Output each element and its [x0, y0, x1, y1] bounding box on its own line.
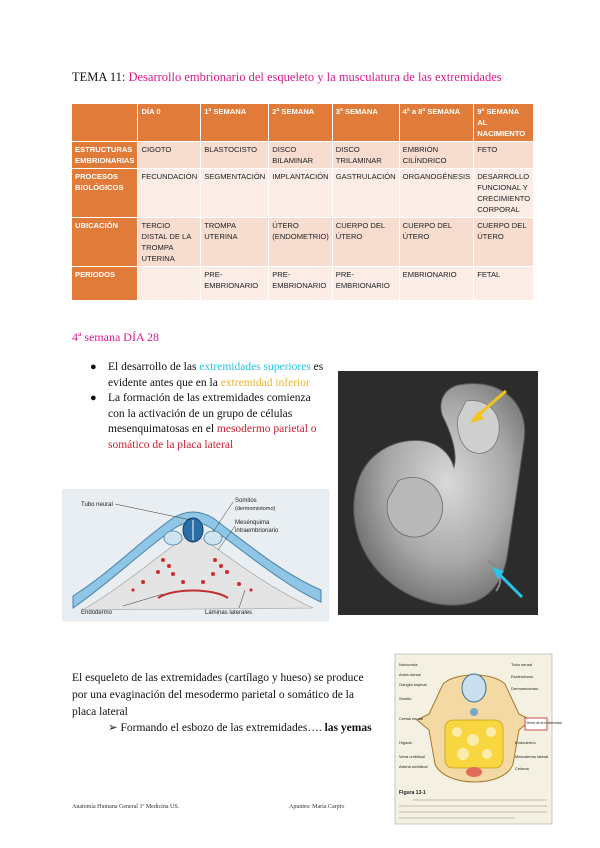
table-row — [72, 169, 534, 218]
fig2-label: Notocorda — [399, 662, 418, 667]
table-cell: IMPLANTACIÓN — [269, 169, 333, 218]
fig2-caption: Figura 13-1 — [399, 790, 426, 796]
table-header — [72, 104, 138, 142]
row-label: PERIODOS — [72, 267, 138, 301]
table-cell: DESARROLLO FUNCIONAL Y CRECIMIENTO CORPORAL — [474, 169, 534, 218]
fig2-label: Cresta neural — [399, 716, 424, 721]
table-header: DÍA 0 — [138, 104, 201, 142]
bullet-icon: ● — [90, 361, 97, 373]
table-cell: EMBRIÓN CILÍNDRICO — [399, 142, 474, 169]
arrow-item-text: Formando el esbozo de las extremidades…. — [120, 722, 325, 734]
development-table — [71, 103, 534, 301]
row-label: PROCESOS BIOLÓGICOS — [72, 169, 138, 218]
table-cell: ORGANOGÉNESIS — [399, 169, 474, 218]
table-cell: CUERPO DEL ÚTERO — [332, 218, 399, 267]
label-laminas-laterales: Láminas laterales — [205, 610, 253, 616]
table-cell: PRE-EMBRIONARIO — [201, 267, 269, 301]
embryo-cross-section-figure — [63, 490, 328, 620]
bullet-list — [90, 360, 330, 454]
table-cell: BLASTOCISTO — [201, 142, 269, 169]
label-somitos: Somitos — [235, 498, 257, 504]
table-row — [72, 218, 534, 267]
title-text: Desarrollo embrionario del esqueleto y la musculatura de las extremidades — [128, 70, 502, 84]
fig2-label: Mesodermo lateral — [515, 754, 549, 759]
label-intraembrionario: intraembrionario — [235, 528, 279, 534]
table-header: 1ª SEMANA — [201, 104, 269, 142]
bullet-text: es evidente antes que en la — [108, 361, 324, 389]
fig2-label: Endodermo — [515, 740, 536, 745]
table-header: 4ª a 8ª SEMANA — [399, 104, 474, 142]
footer-right: Apuntes: María Carpio — [289, 804, 345, 810]
table-cell: GASTRULACIÓN — [332, 169, 399, 218]
label-tubo-neural: Tubo neural — [81, 502, 113, 508]
table-row — [72, 267, 534, 301]
table-cell — [138, 267, 201, 301]
highlight-cyan: extremidades superiores — [199, 361, 311, 373]
fig2-label: Somito — [399, 696, 412, 701]
fig2-label: Esclerotomo — [511, 674, 534, 679]
arrow-item-bold: las yemas — [324, 722, 372, 734]
fig2-label: Hígado — [399, 740, 412, 745]
label-mesenquima: Mesénquima — [235, 520, 270, 526]
table-cell: CUERPO DEL ÚTERO — [474, 218, 534, 267]
fig2-label: Celoma — [515, 766, 529, 771]
fig2-label: Vena umbilical — [399, 754, 425, 759]
table-cell: DISCO TRILAMINAR — [332, 142, 399, 169]
table-cell: SEGMENTACIÓN — [201, 169, 269, 218]
highlight-red: mesodermo parietal o somático de la placa lateral — [108, 423, 317, 451]
fig2-label: Ganglio espinal — [399, 682, 427, 687]
page-title — [72, 70, 502, 85]
fig2-label: Yema de la extremidad — [526, 721, 562, 725]
table-cell: ÚTERO (ENDOMETRIO) — [269, 218, 333, 267]
table-header: 2ª SEMANA — [269, 104, 333, 142]
table-header-row — [72, 104, 534, 142]
table-cell: TERCIO DISTAL DE LA TROMPA UTERINA — [138, 218, 201, 267]
row-label: UBICACIÓN — [72, 218, 138, 267]
table-cell: EMBRIONARIO — [399, 267, 474, 301]
bullet-icon: ● — [90, 392, 97, 405]
table-cell: CUERPO DEL ÚTERO — [399, 218, 474, 267]
fig2-label: Dermomiotomo — [511, 686, 539, 691]
table-cell: DISCO BILAMINAR — [269, 142, 333, 169]
embryo-sem-photo — [338, 371, 538, 615]
bullet-text: La formación de las extremidades comienza con la activación de un grupo de células mesenquimatosas en el — [108, 392, 311, 436]
table-cell: TROMPA UTERINA — [201, 218, 269, 267]
fig2-label: Tubo neural — [511, 662, 533, 667]
list-item — [90, 360, 330, 391]
section-heading: 4ª semana DÍA 28 — [72, 330, 159, 344]
table-cell: FETO — [474, 142, 534, 169]
table-cell: CIGOTO — [138, 142, 201, 169]
bullet-text: El desarrollo de las — [108, 361, 200, 373]
table-header: 9ª SEMANA AL NACIMIENTO — [474, 104, 534, 142]
table-cell: FETAL — [474, 267, 534, 301]
footer-left: Anatomía Humana General 1º Medicina US. — [72, 804, 180, 810]
row-label: ESTRUCTURAS EMBRIONARIAS — [72, 142, 138, 169]
table-cell: PRE-EMBRIONARIO — [269, 267, 333, 301]
arrow-list-item — [72, 720, 377, 737]
title-prefix: TEMA 11: — [72, 70, 129, 84]
table-cell: FECUNDACIÓN — [138, 169, 201, 218]
fig2-label: Arteria umbilical — [399, 764, 428, 769]
fig2-label: Aorta dorsal — [399, 672, 421, 677]
table-cell: PRE-EMBRIONARIO — [332, 267, 399, 301]
table-header: 3ª SEMANA — [332, 104, 399, 142]
list-item — [90, 391, 330, 453]
paragraph-esqueleto: El esqueleto de las extremidades (cartílago y hueso) se produce por una evaginación del mesodermo parietal o somático de la placa lateral — [72, 672, 364, 718]
highlight-yellow: extremidad inferior — [220, 376, 310, 389]
label-endodermo: Endodermo — [81, 610, 113, 616]
arrow-icon: ➢ — [108, 722, 121, 734]
limb-bud-figure — [395, 654, 562, 824]
label-dermomiotomo: (dermomiotomo) — [235, 506, 276, 512]
table-row — [72, 142, 534, 169]
